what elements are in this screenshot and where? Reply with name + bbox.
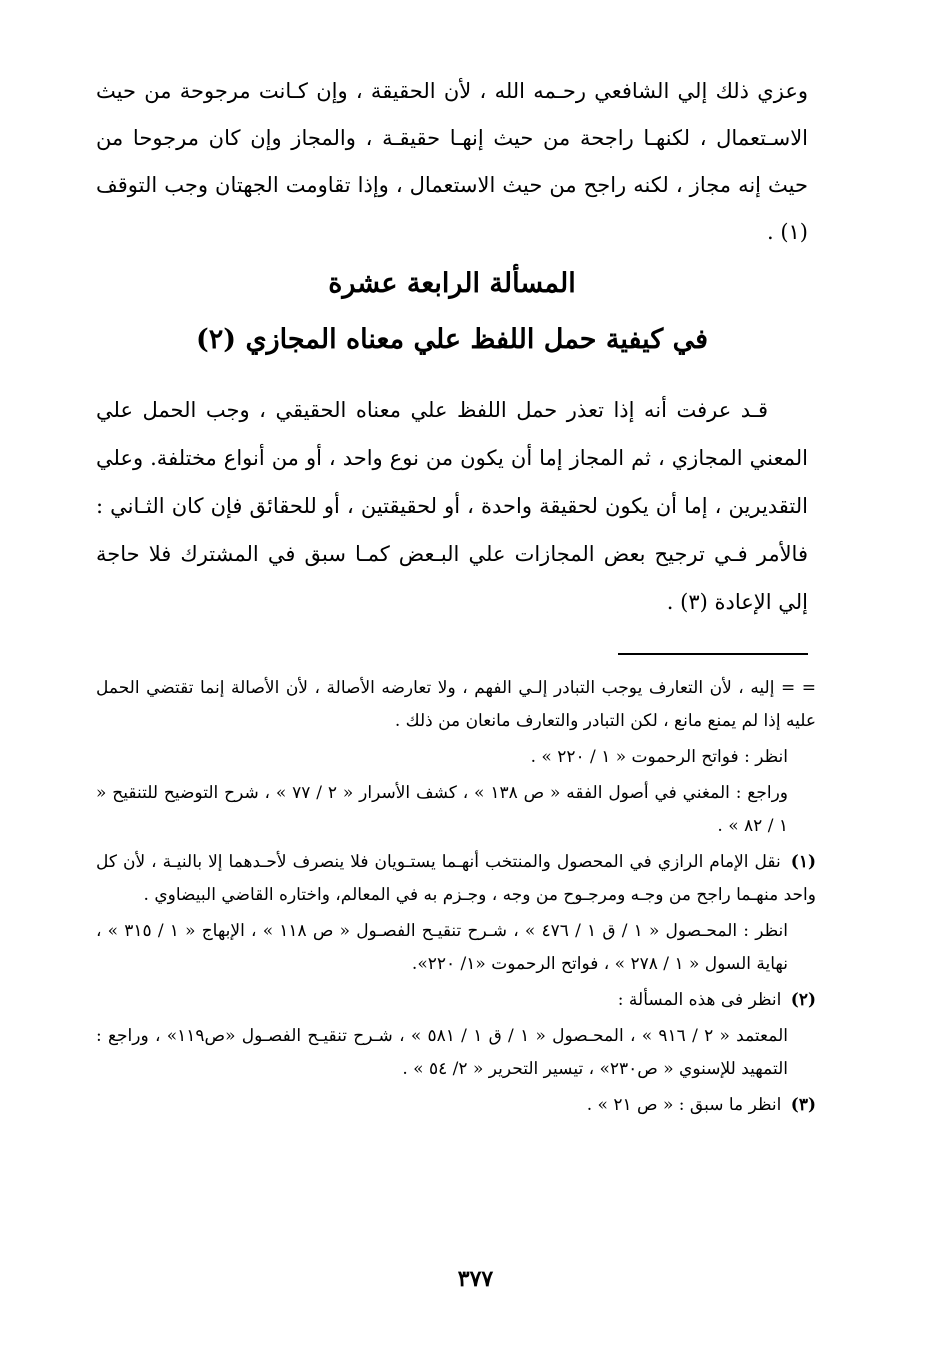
footnotes-block (96, 672, 816, 1125)
footnote-1-number: (١) (790, 852, 816, 872)
footnote-1 (96, 846, 816, 912)
footnote-1-references: انظر : المحـصول « ١ / ق ١ / ٤٧٦ » ، شـرح تنقيـح الفصـول « ص ١١٨ » ، الإبهاج « ١ / ٣١٥ » ، نهاية السول « ١ / ٢٧٨ » ، فواتح الرحموت «١/ ٢٢٠». (96, 921, 788, 974)
section-title: المسألة الرابعة عشرة (328, 268, 576, 299)
footnote-2-references: المعتمد « ٢ / ٩١٦ » ، المحـصول « ١ / ق ١ / ٥٨١ » ، شـرح تنقيـح الفصـول «ص١١٩» ، وراجع : التمهيد للإسنوي « ص٢٣٠» ، تيسير التحرير « ٢/ ٥٤ » . (96, 1026, 788, 1079)
footnote-2-text: انظر فى هذه المسألة : (617, 990, 782, 1010)
footnote-continued-see-also: وراجع : المغني في أصول الفقه « ص ١٣٨ » ، كشف الأسرار « ٢ / ٧٧ » ، شرح التوضيح للتنقيح « ١ / ٨٢ » . (96, 783, 789, 836)
footnote-continued-ref: انظر : فواتح الرحموت « ١ / ٢٢٠ » . (530, 747, 788, 767)
page-number: ٣٧٧ (457, 1266, 494, 1292)
footnote-3-text: انظر ما سبق : « ص ٢١ » . (586, 1095, 782, 1115)
footnote-1-text: نقل الإمام الرازي في المحصول والمنتخب أنهـما يستـويان فلا ينصرف لأحـدهما إلا بالنيـة ، لأن كل واحد منهـما راجح من وجـه ومرجـوح من وجه ، وجـزم به في المعالم، واختاره القاضي البيضاوي . (96, 852, 816, 905)
footnote-continued-text: = = إليه ، لأن التعارف يوجب التبادر إلـي الفهم ، ولا تعارضه الأصالة ، لأن الأصالة إنما تقتضي الحمل عليه إذا لم يمنع مانع ، لكن التبادر والتعارف مانعان من ذلك . (96, 678, 816, 731)
paragraph-1: وعزي ذلك إلي الشافعي رحـمه الله ، لأن الحقيقة ، وإن كـانت مرجوحة من حيث الاسـتعمال ، لكنهـا راجحة من حيث إنهـا حقيقـة ، والمجاز وإن كان مرجوحا من حيث إنه مجاز ، لكنه راجح من حيث الاستعمال ، وإذا تقاومت الجهتان وجب التوقف (١) . (96, 79, 808, 244)
paragraph-2: قـد عرفت أنه إذا تعذر حمل اللفظ علي معناه الحقيقي ، وجب الحمل علي المعني المجازي ، ثم المجاز إما أن يكون من نوع واحد ، أو من أنواع مختلفة. وعلي التقديرين ، إما أن يكون لحقيقة واحدة ، أو لحقيقتين ، أو للحقائق فإن كان الثـاني : فالأمر فـي ترجيح بعض المجازات علي البـعض كمـا سبق في المشترك فلا حاجة إلي الإعادة (٣) . (96, 398, 808, 614)
opening-paragraph-block (96, 68, 808, 256)
footnote-2-number: (٢) (790, 990, 816, 1010)
section-body (96, 386, 808, 626)
footnote-2 (96, 984, 816, 1017)
section-subtitle: في كيفية حمل اللفظ علي معناه المجازي (٢) (196, 324, 708, 355)
footnote-3-number: (٣) (790, 1095, 816, 1115)
footnote-separator (618, 653, 808, 655)
footnote-3 (96, 1089, 816, 1122)
